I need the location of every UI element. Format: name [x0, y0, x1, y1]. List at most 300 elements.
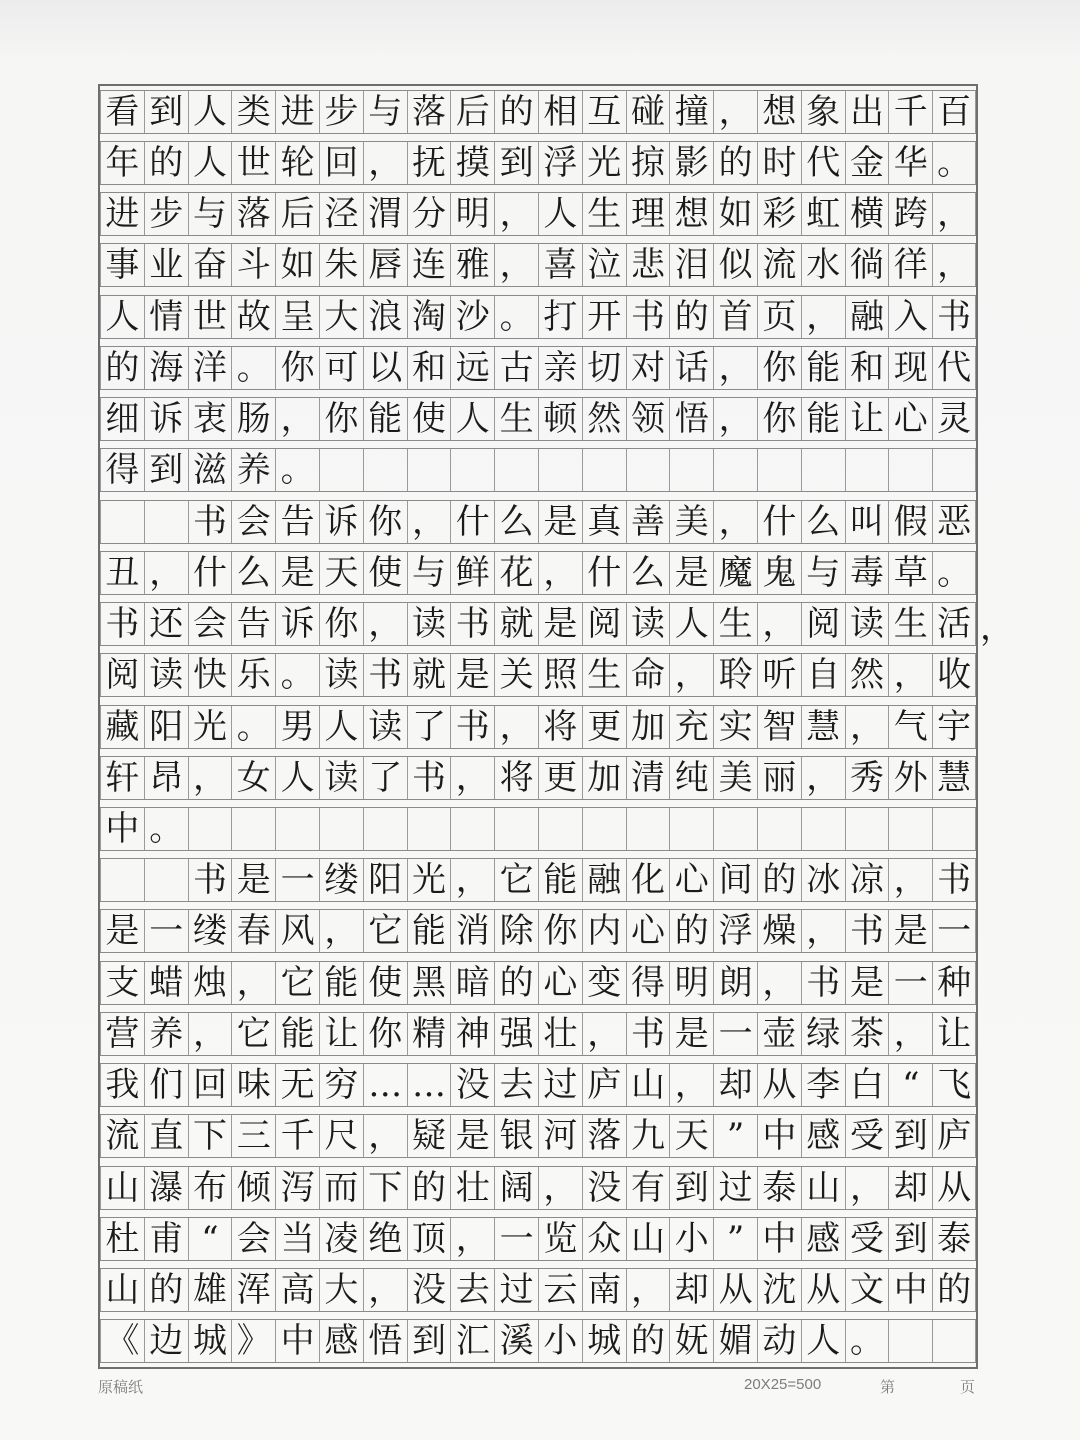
- grid-cell: 丑: [100, 552, 144, 594]
- grid-cell: 阔: [494, 1167, 538, 1209]
- grid-cell: 世: [188, 296, 232, 338]
- grid-cell: 我: [100, 1064, 144, 1106]
- paper-spec: 20X25=500: [744, 1376, 822, 1393]
- grid-cell: 能: [363, 398, 407, 440]
- grid-cell: ，: [188, 757, 232, 799]
- grid-cell: 使: [363, 552, 407, 594]
- grid-cell: 金: [845, 142, 889, 184]
- grid-cell: 魔: [713, 552, 757, 594]
- grid-cell: 然: [845, 654, 889, 696]
- grid-cell: 无: [275, 1064, 319, 1106]
- grid-cell: 肠: [231, 398, 275, 440]
- grid-cell: 的: [626, 1320, 670, 1362]
- grid-cell: 一: [275, 859, 319, 901]
- grid-cell: 到: [494, 142, 538, 184]
- grid-cell: 生: [582, 654, 626, 696]
- grid-cell: 开: [582, 296, 626, 338]
- grid-cell: ，: [363, 603, 407, 645]
- grid-cell: 毒: [845, 552, 889, 594]
- grid-cell: 远: [450, 347, 494, 389]
- grid-cell: 《: [100, 1320, 144, 1362]
- grid-cell: 与: [188, 193, 232, 235]
- grid-cell: 书: [626, 1013, 670, 1055]
- grid-cell: 泪: [669, 244, 713, 286]
- grid-cell: 过: [494, 1269, 538, 1311]
- grid-cell: 却: [713, 1064, 757, 1106]
- grid-cell: 九: [626, 1115, 670, 1157]
- grid-cell: 的: [669, 910, 713, 952]
- grid-cell: 假: [888, 501, 932, 543]
- grid-cell: 杜: [100, 1218, 144, 1260]
- grid-cell: 小: [669, 1218, 713, 1260]
- grid-cell: ，: [845, 706, 889, 748]
- grid-cell: 人: [188, 91, 232, 133]
- grid-cell: 能: [801, 398, 845, 440]
- grid-cell: 书: [932, 859, 976, 901]
- grid-cell: 种: [932, 962, 976, 1004]
- grid-cell: 到: [888, 1218, 932, 1260]
- grid-cell: 了: [363, 757, 407, 799]
- grid-cell: 横: [845, 193, 889, 235]
- grid-cell: 心: [669, 859, 713, 901]
- grid-cell: 明: [450, 193, 494, 235]
- grid-cell: 浪: [363, 296, 407, 338]
- grid-cell: 动: [757, 1320, 801, 1362]
- grid-cell: 一: [932, 910, 976, 952]
- grid-cell: 云: [538, 1269, 582, 1311]
- grid-cell: 你: [319, 398, 363, 440]
- grid-cell: 庐: [582, 1064, 626, 1106]
- grid-cell: 凌: [319, 1218, 363, 1260]
- grid-cell: 黑: [407, 962, 451, 1004]
- grid-cell: [319, 449, 363, 491]
- grid-cell: 和: [407, 347, 451, 389]
- grid-cell: 到: [144, 91, 188, 133]
- grid-cell: ，: [538, 1167, 582, 1209]
- grid-cell: 没: [450, 1064, 494, 1106]
- grid-cell: 看: [100, 91, 144, 133]
- grid-cell: 美: [669, 501, 713, 543]
- grid-cell: 你: [757, 347, 801, 389]
- grid-cell: 融: [582, 859, 626, 901]
- grid-cell: 生: [888, 603, 932, 645]
- grid-cell: 有: [626, 1167, 670, 1209]
- grid-row: [100, 397, 976, 441]
- grid-cell: 壮: [450, 1167, 494, 1209]
- grid-cell: 宇: [932, 706, 976, 748]
- grid-cell: 叫: [845, 501, 889, 543]
- grid-cell: 是: [450, 654, 494, 696]
- grid-cell: ”: [713, 1115, 757, 1157]
- grid-cell: “: [188, 1218, 232, 1260]
- grid-cell: 互: [582, 91, 626, 133]
- grid-cell: 活: [932, 603, 976, 645]
- grid-cell: 泰: [757, 1167, 801, 1209]
- grid-cell: 什: [450, 501, 494, 543]
- grid-cell: 高: [275, 1269, 319, 1311]
- grid-cell: 甫: [144, 1218, 188, 1260]
- grid-cell: 书: [363, 654, 407, 696]
- grid-cell: ，: [494, 193, 538, 235]
- grid-cell: [669, 808, 713, 850]
- grid-cell: 就: [494, 603, 538, 645]
- grid-cell: 感: [801, 1115, 845, 1157]
- grid-cell: 的: [407, 1167, 451, 1209]
- grid-cell: 更: [538, 757, 582, 799]
- grid-cell: 溪: [494, 1320, 538, 1362]
- grid-cell: [713, 808, 757, 850]
- grid-cell: ，: [888, 1013, 932, 1055]
- grid-cell: [845, 449, 889, 491]
- grid-cell: 感: [801, 1218, 845, 1260]
- grid-cell: 女: [231, 757, 275, 799]
- grid-cell: 告: [231, 603, 275, 645]
- grid-cell: 什: [757, 501, 801, 543]
- margin-comma: ，: [980, 608, 1014, 649]
- grid-row: [100, 1114, 976, 1158]
- grid-cell: [144, 501, 188, 543]
- grid-cell: 。: [932, 552, 976, 594]
- grid-cell: 理: [626, 193, 670, 235]
- grid-cell: 读: [845, 603, 889, 645]
- grid-cell: ，: [888, 859, 932, 901]
- grid-cell: 年: [100, 142, 144, 184]
- grid-cell: 中: [100, 808, 144, 850]
- grid-cell: 你: [538, 910, 582, 952]
- grid-cell: 尺: [319, 1115, 363, 1157]
- grid-cell: 后: [275, 193, 319, 235]
- grid-cell: [888, 1320, 932, 1362]
- grid-cell: [932, 449, 976, 491]
- grid-cell: 情: [144, 296, 188, 338]
- grid-cell: 它: [231, 1013, 275, 1055]
- grid-cell: 人: [669, 603, 713, 645]
- grid-cell: ，: [363, 1115, 407, 1157]
- grid-cell: 阅: [582, 603, 626, 645]
- grid-cell: 能: [801, 347, 845, 389]
- grid-cell: 众: [582, 1218, 626, 1260]
- grid-cell: 想: [757, 91, 801, 133]
- grid-cell: 李: [801, 1064, 845, 1106]
- grid-cell: 会: [231, 501, 275, 543]
- grid-cell: 阳: [144, 706, 188, 748]
- grid-cell: 。: [275, 654, 319, 696]
- grid-cell: 摸: [450, 142, 494, 184]
- grid-cell: [713, 449, 757, 491]
- grid-cell: 慧: [801, 706, 845, 748]
- grid-cell: 泣: [582, 244, 626, 286]
- grid-cell: 类: [231, 91, 275, 133]
- grid-row: [100, 1268, 976, 1312]
- grid-cell: 乐: [231, 654, 275, 696]
- grid-cell: 千: [275, 1115, 319, 1157]
- grid-cell: 神: [450, 1013, 494, 1055]
- grid-cell: 虹: [801, 193, 845, 235]
- grid-cell: 味: [231, 1064, 275, 1106]
- grid-cell: 故: [231, 296, 275, 338]
- grid-cell: 业: [144, 244, 188, 286]
- grid-row: [100, 756, 976, 800]
- grid-cell: ，: [801, 296, 845, 338]
- grid-cell: 是: [231, 859, 275, 901]
- grid-cell: ，: [188, 1013, 232, 1055]
- grid-cell: 它: [275, 962, 319, 1004]
- grid-cell: 人: [538, 193, 582, 235]
- grid-cell: 与: [407, 552, 451, 594]
- grid-cell: 疑: [407, 1115, 451, 1157]
- grid-cell: 你: [363, 501, 407, 543]
- grid-cell: 山: [801, 1167, 845, 1209]
- grid-cell: [757, 808, 801, 850]
- grid-cell: 天: [669, 1115, 713, 1157]
- grid-cell: 喜: [538, 244, 582, 286]
- grid-cell: 的: [932, 1269, 976, 1311]
- grid-cell: 边: [144, 1320, 188, 1362]
- grid-cell: 心: [888, 398, 932, 440]
- grid-cell: 小: [538, 1320, 582, 1362]
- grid-cell: 如: [275, 244, 319, 286]
- grid-row: [100, 295, 976, 339]
- grid-cell: ，: [757, 603, 801, 645]
- grid-cell: 变: [582, 962, 626, 1004]
- grid-cell: 代: [801, 142, 845, 184]
- grid-cell: 光: [407, 859, 451, 901]
- grid-cell: [888, 808, 932, 850]
- grid-cell: 现: [888, 347, 932, 389]
- grid-cell: 流: [100, 1115, 144, 1157]
- grid-cell: [626, 449, 670, 491]
- grid-cell: 是: [100, 910, 144, 952]
- grid-row: [100, 551, 976, 595]
- grid-cell: 让: [319, 1013, 363, 1055]
- grid-cell: 海: [144, 347, 188, 389]
- grid-cell: 出: [845, 91, 889, 133]
- grid-cell: 渭: [363, 193, 407, 235]
- grid-row: [100, 1217, 976, 1261]
- grid-cell: 还: [144, 603, 188, 645]
- grid-cell: 人: [100, 296, 144, 338]
- grid-cell: 风: [275, 910, 319, 952]
- grid-cell: 书: [100, 603, 144, 645]
- grid-cell: 人: [801, 1320, 845, 1362]
- grid-cell: 与: [363, 91, 407, 133]
- grid-cell: 昂: [144, 757, 188, 799]
- grid-cell: 书: [188, 859, 232, 901]
- grid-cell: 凉: [845, 859, 889, 901]
- grid-cell: 精: [407, 1013, 451, 1055]
- grid-cell: 轮: [275, 142, 319, 184]
- grid-cell: 想: [669, 193, 713, 235]
- grid-cell: ，: [713, 501, 757, 543]
- grid-cell: 撞: [669, 91, 713, 133]
- paper-label: 原稿纸: [98, 1379, 144, 1396]
- grid-cell: ，: [757, 962, 801, 1004]
- grid-cell: 回: [188, 1064, 232, 1106]
- grid-cell: 雅: [450, 244, 494, 286]
- grid-cell: 后: [450, 91, 494, 133]
- grid-cell: 阳: [363, 859, 407, 901]
- grid-cell: 百: [932, 91, 976, 133]
- grid-cell: 书: [450, 603, 494, 645]
- grid-cell: 城: [188, 1320, 232, 1362]
- grid-cell: 衷: [188, 398, 232, 440]
- grid-cell: 充: [669, 706, 713, 748]
- grid-cell: 淘: [407, 296, 451, 338]
- grid-cell: 加: [626, 706, 670, 748]
- grid-cell: 花: [494, 552, 538, 594]
- grid-cell: 。: [275, 449, 319, 491]
- grid-row: [100, 858, 976, 902]
- grid-cell: 烛: [188, 962, 232, 1004]
- grid-cell: [932, 1320, 976, 1362]
- grid-cell: 沈: [757, 1269, 801, 1311]
- grid-row: [100, 705, 976, 749]
- grid-row: [100, 500, 976, 544]
- grid-row: [100, 243, 976, 287]
- page-prefix: 第: [880, 1379, 896, 1396]
- grid-cell: 沙: [450, 296, 494, 338]
- grid-cell: 打: [538, 296, 582, 338]
- grid-cell: 冰: [801, 859, 845, 901]
- grid-cell: 会: [231, 1218, 275, 1260]
- grid-cell: 河: [538, 1115, 582, 1157]
- grid-cell: 天: [319, 552, 363, 594]
- grid-cell: 汇: [450, 1320, 494, 1362]
- grid-cell: 生: [494, 398, 538, 440]
- grid-cell: 能: [275, 1013, 319, 1055]
- grid-cell: 感: [319, 1320, 363, 1362]
- grid-cell: 强: [494, 1013, 538, 1055]
- grid-cell: 山: [626, 1218, 670, 1260]
- grid-cell: 去: [450, 1269, 494, 1311]
- grid-cell: 藏: [100, 706, 144, 748]
- grid-cell: 洋: [188, 347, 232, 389]
- grid-cell: 却: [888, 1167, 932, 1209]
- grid-cell: 读: [319, 757, 363, 799]
- grid-cell: 受: [845, 1115, 889, 1157]
- grid-cell: 浮: [538, 142, 582, 184]
- grid-cell: 什: [582, 552, 626, 594]
- grid-cell: 人: [188, 142, 232, 184]
- grid-cell: 更: [582, 706, 626, 748]
- grid-cell: 而: [319, 1167, 363, 1209]
- grid-cell: 你: [275, 347, 319, 389]
- grid-cell: 大: [319, 296, 363, 338]
- grid-cell: 一: [888, 962, 932, 1004]
- grid-cell: 读: [144, 654, 188, 696]
- grid-cell: 绿: [801, 1013, 845, 1055]
- grid-cell: 暗: [450, 962, 494, 1004]
- grid-cell: 诉: [144, 398, 188, 440]
- grid-cell: ，: [450, 757, 494, 799]
- grid-cell: 领: [626, 398, 670, 440]
- grid-cell: 落: [231, 193, 275, 235]
- grid-cell: 亲: [538, 347, 582, 389]
- grid-cell: 书: [188, 501, 232, 543]
- grid-cell: 气: [888, 706, 932, 748]
- grid-cell: 读: [363, 706, 407, 748]
- grid-cell: 银: [494, 1115, 538, 1157]
- manuscript-grid: [98, 84, 978, 1369]
- grid-cell: ，: [669, 1064, 713, 1106]
- grid-cell: 命: [626, 654, 670, 696]
- grid-cell: [100, 501, 144, 543]
- grid-row: [100, 1319, 976, 1363]
- grid-cell: 古: [494, 347, 538, 389]
- page-suffix: 页: [960, 1379, 976, 1396]
- grid-cell: [144, 859, 188, 901]
- grid-cell: 大: [319, 1269, 363, 1311]
- grid-cell: 山: [626, 1064, 670, 1106]
- grid-cell: 布: [188, 1167, 232, 1209]
- grid-cell: 去: [494, 1064, 538, 1106]
- grid-row: [100, 346, 976, 390]
- grid-cell: ，: [582, 1013, 626, 1055]
- grid-cell: [319, 808, 363, 850]
- grid-cell: 壮: [538, 1013, 582, 1055]
- grid-cell: …: [363, 1064, 407, 1106]
- grid-cell: 缕: [188, 910, 232, 952]
- grid-cell: [275, 808, 319, 850]
- grid-cell: 诉: [319, 501, 363, 543]
- grid-cell: 秀: [845, 757, 889, 799]
- grid-cell: 象: [801, 91, 845, 133]
- grid-cell: 山: [100, 1269, 144, 1311]
- grid-cell: 从: [713, 1269, 757, 1311]
- grid-cell: 慧: [932, 757, 976, 799]
- grid-cell: 页: [757, 296, 801, 338]
- grid-cell: 它: [494, 859, 538, 901]
- grid-cell: 从: [932, 1167, 976, 1209]
- grid-cell: 》: [231, 1320, 275, 1362]
- grid-cell: 自: [801, 654, 845, 696]
- grid-cell: ，: [538, 552, 582, 594]
- grid-cell: [363, 808, 407, 850]
- grid-cell: 可: [319, 347, 363, 389]
- grid-cell: 光: [582, 142, 626, 184]
- grid-cell: 对: [626, 347, 670, 389]
- grid-cell: 悲: [626, 244, 670, 286]
- grid-cell: 悟: [669, 398, 713, 440]
- grid-cell: [582, 808, 626, 850]
- grid-cell: 恶: [932, 501, 976, 543]
- grid-cell: 轩: [100, 757, 144, 799]
- grid-cell: 。: [231, 706, 275, 748]
- grid-cell: 快: [188, 654, 232, 696]
- grid-cell: 如: [713, 193, 757, 235]
- grid-cell: 照: [538, 654, 582, 696]
- grid-cell: 么: [494, 501, 538, 543]
- grid-row: [100, 1012, 976, 1056]
- grid-cell: 关: [494, 654, 538, 696]
- grid-cell: 书: [801, 962, 845, 1004]
- grid-cell: 没: [407, 1269, 451, 1311]
- grid-cell: …: [407, 1064, 451, 1106]
- grid-cell: ，: [319, 910, 363, 952]
- grid-cell: 了: [407, 706, 451, 748]
- grid-cell: 下: [188, 1115, 232, 1157]
- grid-cell: ，: [845, 1167, 889, 1209]
- grid-cell: 读: [319, 654, 363, 696]
- grid-cell: 草: [888, 552, 932, 594]
- grid-cell: 的: [757, 859, 801, 901]
- grid-cell: 么: [626, 552, 670, 594]
- grid-cell: 中: [275, 1320, 319, 1362]
- grid-cell: 能: [407, 910, 451, 952]
- grid-cell: 一: [494, 1218, 538, 1260]
- grid-cell: 人: [319, 706, 363, 748]
- grid-cell: 从: [801, 1269, 845, 1311]
